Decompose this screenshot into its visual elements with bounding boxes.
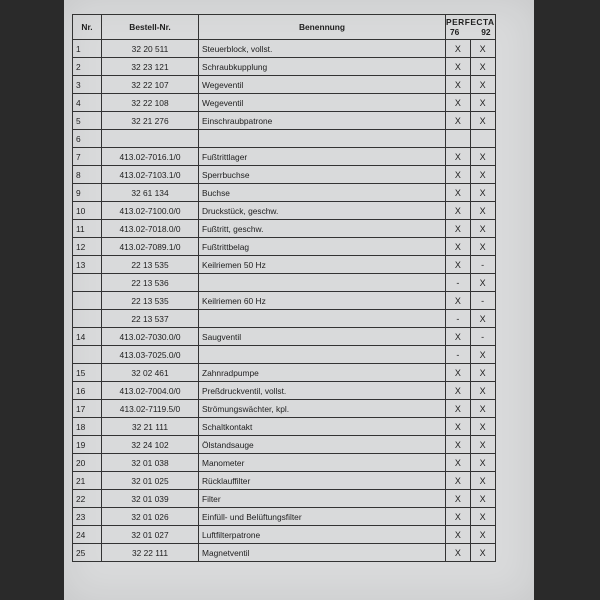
cell-model-92: - (470, 256, 495, 274)
parts-table (72, 14, 496, 562)
cell-model-76: X (446, 454, 471, 472)
cell-model-92 (470, 130, 495, 148)
cell-benennung: Sperrbuchse (199, 166, 446, 184)
cell-bestell-nr: 413.02-7119.5/0 (102, 400, 199, 418)
cell-nr: 20 (73, 454, 102, 472)
table-row (73, 202, 496, 220)
cell-model-92: X (470, 472, 495, 490)
header-model-76: 76 (450, 27, 460, 37)
cell-bestell-nr (102, 130, 199, 148)
table-row (73, 58, 496, 76)
cell-bestell-nr: 22 13 535 (102, 292, 199, 310)
cell-bestell-nr: 32 22 107 (102, 76, 199, 94)
cell-nr: 24 (73, 526, 102, 544)
cell-model-92: X (470, 436, 495, 454)
cell-model-76: X (446, 184, 471, 202)
cell-nr: 16 (73, 382, 102, 400)
cell-nr (73, 274, 102, 292)
cell-nr: 9 (73, 184, 102, 202)
cell-model-76: X (446, 418, 471, 436)
table-header-row (73, 15, 496, 40)
table-row (73, 166, 496, 184)
table-row (73, 220, 496, 238)
cell-bestell-nr: 413.02-7030.0/0 (102, 328, 199, 346)
table-row (73, 76, 496, 94)
cell-bestell-nr: 413.03-7025.0/0 (102, 346, 199, 364)
cell-model-92: X (470, 274, 495, 292)
cell-benennung: Ölstandsauge (199, 436, 446, 454)
table-row (73, 364, 496, 382)
cell-model-76: X (446, 508, 471, 526)
cell-bestell-nr: 32 21 276 (102, 112, 199, 130)
cell-bestell-nr: 32 01 026 (102, 508, 199, 526)
cell-nr: 8 (73, 166, 102, 184)
table-row (73, 400, 496, 418)
cell-bestell-nr: 32 24 102 (102, 436, 199, 454)
cell-model-92: X (470, 508, 495, 526)
cell-model-76: X (446, 292, 471, 310)
cell-model-92: - (470, 292, 495, 310)
cell-model-76: X (446, 238, 471, 256)
cell-model-76: X (446, 256, 471, 274)
cell-model-92: X (470, 544, 495, 562)
table-row (73, 40, 496, 58)
cell-model-92: X (470, 148, 495, 166)
cell-bestell-nr: 22 13 537 (102, 310, 199, 328)
cell-nr: 17 (73, 400, 102, 418)
cell-nr: 23 (73, 508, 102, 526)
table-row (73, 148, 496, 166)
cell-model-76: X (446, 526, 471, 544)
cell-bestell-nr: 413.02-7018.0/0 (102, 220, 199, 238)
cell-nr: 7 (73, 148, 102, 166)
cell-benennung: Schaltkontakt (199, 418, 446, 436)
header-bestell-nr: Bestell-Nr. (102, 15, 199, 40)
cell-benennung: Keilriemen 60 Hz (199, 292, 446, 310)
cell-model-76: X (446, 364, 471, 382)
table-row (73, 544, 496, 562)
table-row (73, 130, 496, 148)
cell-benennung: Strömungswächter, kpl. (199, 400, 446, 418)
cell-benennung: Preßdruckventil, vollst. (199, 382, 446, 400)
cell-model-92: X (470, 40, 495, 58)
cell-model-92: X (470, 418, 495, 436)
cell-bestell-nr: 32 61 134 (102, 184, 199, 202)
cell-model-92: - (470, 328, 495, 346)
cell-nr: 4 (73, 94, 102, 112)
table-row (73, 508, 496, 526)
cell-model-92: X (470, 454, 495, 472)
cell-model-76: X (446, 202, 471, 220)
cell-nr: 6 (73, 130, 102, 148)
cell-model-92: X (470, 94, 495, 112)
table-row (73, 238, 496, 256)
cell-bestell-nr: 22 13 536 (102, 274, 199, 292)
cell-bestell-nr: 32 01 027 (102, 526, 199, 544)
cell-benennung: Buchse (199, 184, 446, 202)
cell-model-76: - (446, 274, 471, 292)
cell-model-76: X (446, 94, 471, 112)
cell-nr: 2 (73, 58, 102, 76)
cell-model-76: X (446, 112, 471, 130)
cell-nr: 13 (73, 256, 102, 274)
cell-model-92: X (470, 202, 495, 220)
table-row (73, 292, 496, 310)
header-perfecta (446, 15, 496, 40)
cell-nr: 15 (73, 364, 102, 382)
cell-nr: 5 (73, 112, 102, 130)
cell-bestell-nr: 32 01 025 (102, 472, 199, 490)
table-body (73, 40, 496, 562)
cell-model-92: X (470, 526, 495, 544)
cell-nr: 19 (73, 436, 102, 454)
table-row (73, 112, 496, 130)
table-row (73, 454, 496, 472)
cell-nr: 10 (73, 202, 102, 220)
table-row (73, 274, 496, 292)
table-row (73, 328, 496, 346)
cell-benennung: Keilriemen 50 Hz (199, 256, 446, 274)
cell-bestell-nr: 32 22 111 (102, 544, 199, 562)
cell-nr: 21 (73, 472, 102, 490)
cell-model-76: X (446, 544, 471, 562)
cell-model-76: - (446, 346, 471, 364)
cell-bestell-nr: 32 20 511 (102, 40, 199, 58)
cell-model-76: - (446, 310, 471, 328)
cell-nr: 14 (73, 328, 102, 346)
cell-benennung: Einschraubpatrone (199, 112, 446, 130)
table-row (73, 310, 496, 328)
header-benennung: Benennung (199, 15, 446, 40)
cell-benennung (199, 310, 446, 328)
cell-model-92: X (470, 220, 495, 238)
cell-bestell-nr: 32 02 461 (102, 364, 199, 382)
cell-benennung: Einfüll- und Belüftungsfilter (199, 508, 446, 526)
cell-bestell-nr: 413.02-7100.0/0 (102, 202, 199, 220)
cell-model-92: X (470, 58, 495, 76)
table-row (73, 490, 496, 508)
cell-model-92: X (470, 364, 495, 382)
cell-model-76: X (446, 220, 471, 238)
cell-benennung (199, 346, 446, 364)
table-row (73, 472, 496, 490)
cell-model-92: X (470, 382, 495, 400)
cell-nr: 3 (73, 76, 102, 94)
cell-model-76: X (446, 328, 471, 346)
cell-model-76: X (446, 40, 471, 58)
cell-model-76: X (446, 148, 471, 166)
cell-benennung: Saugventil (199, 328, 446, 346)
cell-nr (73, 292, 102, 310)
cell-benennung: Fußtritt, geschw. (199, 220, 446, 238)
table-row (73, 256, 496, 274)
cell-benennung: Steuerblock, vollst. (199, 40, 446, 58)
cell-nr: 22 (73, 490, 102, 508)
cell-benennung: Wegeventil (199, 76, 446, 94)
document-page (64, 0, 534, 600)
cell-benennung: Rücklauffilter (199, 472, 446, 490)
cell-benennung: Luftfilterpatrone (199, 526, 446, 544)
cell-nr (73, 346, 102, 364)
cell-nr (73, 310, 102, 328)
table-row (73, 436, 496, 454)
cell-bestell-nr: 32 21 111 (102, 418, 199, 436)
cell-nr: 18 (73, 418, 102, 436)
cell-bestell-nr: 413.02-7103.1/0 (102, 166, 199, 184)
cell-model-76: X (446, 436, 471, 454)
cell-benennung: Magnetventil (199, 544, 446, 562)
header-nr: Nr. (73, 15, 102, 40)
cell-bestell-nr: 413.02-7089.1/0 (102, 238, 199, 256)
cell-model-76 (446, 130, 471, 148)
cell-benennung: Fußtrittbelag (199, 238, 446, 256)
table-row (73, 382, 496, 400)
cell-nr: 11 (73, 220, 102, 238)
cell-model-76: X (446, 166, 471, 184)
cell-nr: 1 (73, 40, 102, 58)
cell-benennung: Druckstück, geschw. (199, 202, 446, 220)
cell-model-76: X (446, 400, 471, 418)
header-model-92: 92 (481, 27, 491, 37)
table-row (73, 94, 496, 112)
cell-benennung: Zahnradpumpe (199, 364, 446, 382)
cell-bestell-nr: 22 13 535 (102, 256, 199, 274)
cell-bestell-nr: 413.02-7016.1/0 (102, 148, 199, 166)
cell-model-92: X (470, 184, 495, 202)
cell-benennung (199, 274, 446, 292)
cell-model-76: X (446, 58, 471, 76)
cell-model-92: X (470, 310, 495, 328)
cell-nr: 25 (73, 544, 102, 562)
cell-bestell-nr: 32 23 121 (102, 58, 199, 76)
cell-bestell-nr: 32 01 038 (102, 454, 199, 472)
cell-model-92: X (470, 76, 495, 94)
cell-model-76: X (446, 472, 471, 490)
cell-model-92: X (470, 112, 495, 130)
cell-benennung: Filter (199, 490, 446, 508)
cell-model-76: X (446, 382, 471, 400)
cell-benennung: Schraubkupplung (199, 58, 446, 76)
header-perfecta-label: PERFECTA (446, 17, 495, 27)
table-row (73, 526, 496, 544)
cell-bestell-nr: 413.02-7004.0/0 (102, 382, 199, 400)
cell-model-92: X (470, 238, 495, 256)
cell-benennung: Fußtrittlager (199, 148, 446, 166)
cell-nr: 12 (73, 238, 102, 256)
cell-model-76: X (446, 76, 471, 94)
cell-benennung (199, 130, 446, 148)
table-row (73, 346, 496, 364)
cell-model-92: X (470, 166, 495, 184)
cell-model-92: X (470, 400, 495, 418)
table-row (73, 418, 496, 436)
cell-model-92: X (470, 490, 495, 508)
cell-model-92: X (470, 346, 495, 364)
cell-benennung: Wegeventil (199, 94, 446, 112)
cell-benennung: Manometer (199, 454, 446, 472)
table-row (73, 184, 496, 202)
cell-bestell-nr: 32 22 108 (102, 94, 199, 112)
cell-model-76: X (446, 490, 471, 508)
cell-bestell-nr: 32 01 039 (102, 490, 199, 508)
